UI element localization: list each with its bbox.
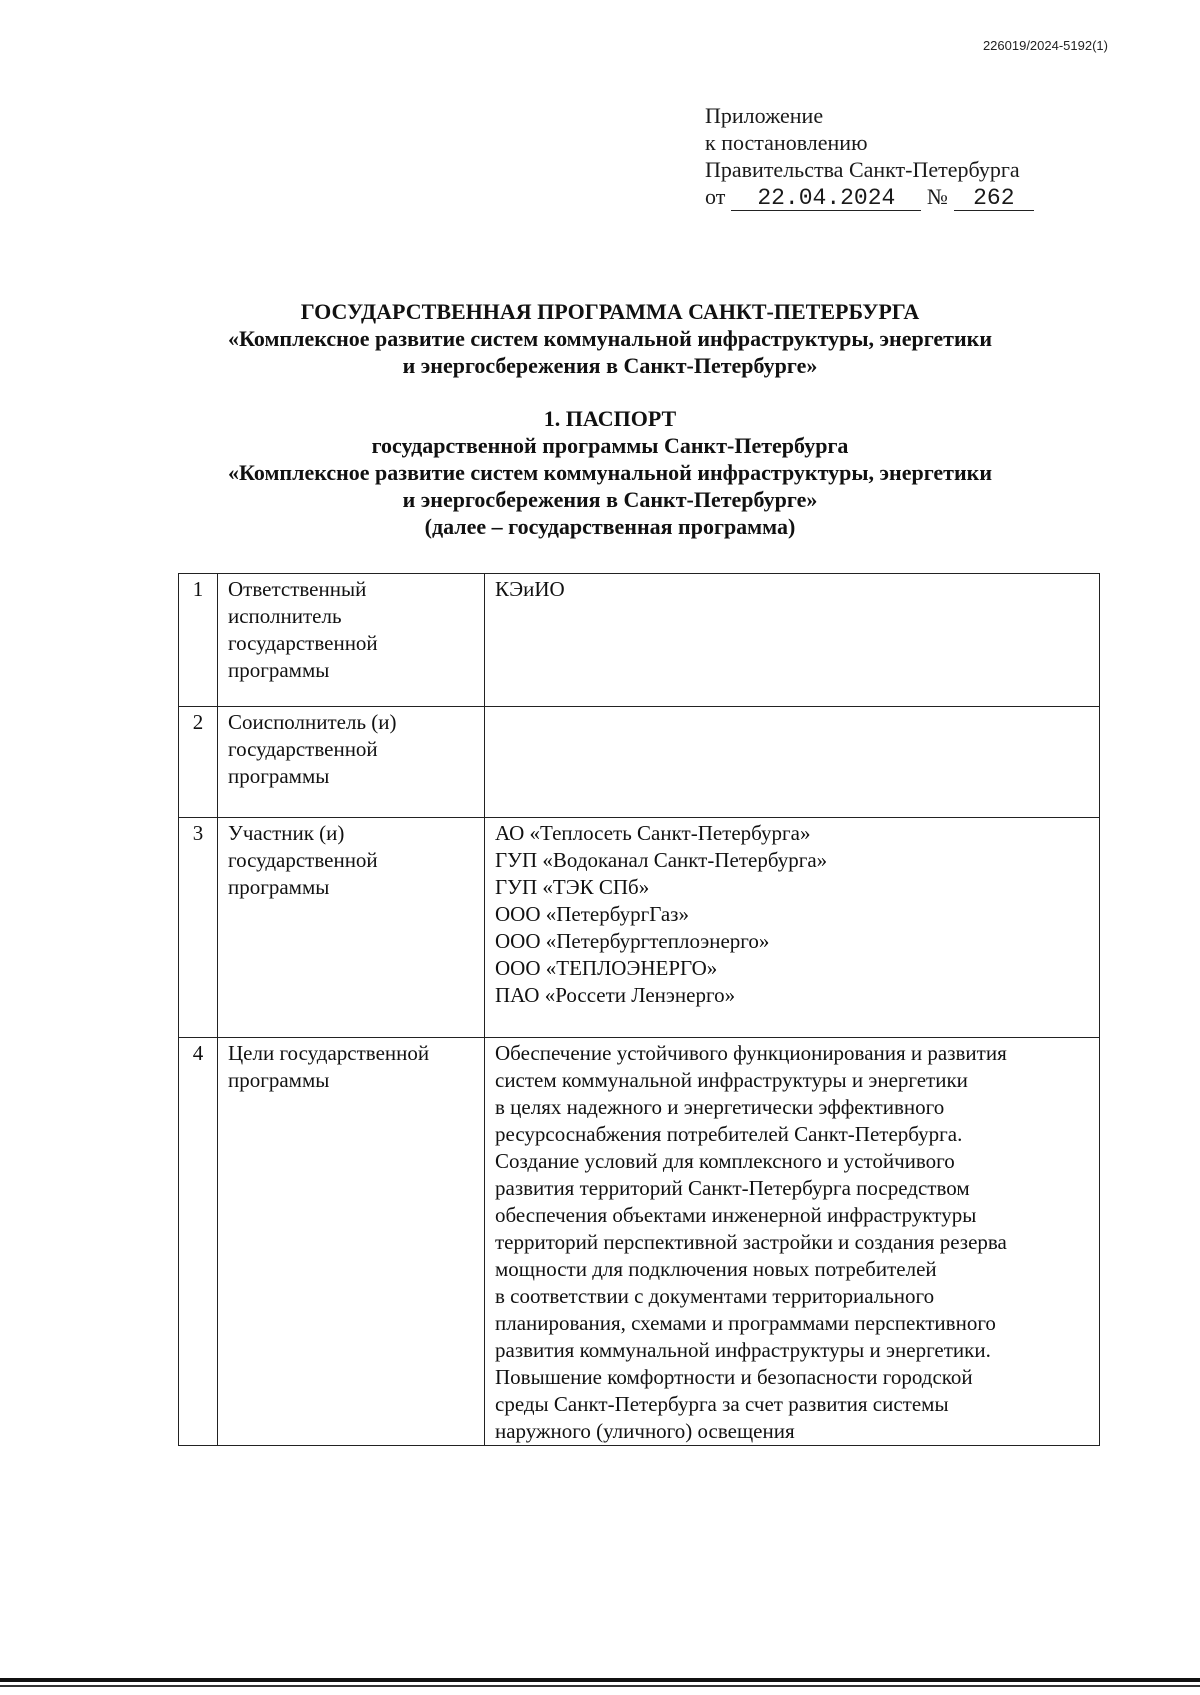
row-number: 2 [179, 707, 218, 818]
passport-title-line-4: и энергосбережения в Санкт-Петербурге» [402, 487, 818, 512]
row-value [485, 707, 1100, 818]
participant-item: ООО «Петербургтеплоэнерго» [495, 929, 770, 953]
participant-item: ООО «ТЕПЛОЭНЕРГО» [495, 956, 718, 980]
row-number: 1 [179, 574, 218, 707]
appendix-line-1: Приложение [705, 103, 824, 128]
participant-item: ПАО «Россети Ленэнерго» [495, 983, 736, 1007]
table-row [179, 1038, 1100, 1446]
passport-title-line-2: государственной программы Санкт-Петербурга [371, 433, 849, 458]
appendix-from-label: от [705, 184, 726, 209]
passport-title [160, 405, 1060, 540]
table-row [179, 707, 1100, 818]
passport-table [178, 573, 1100, 1446]
program-title-line-1: ГОСУДАРСТВЕННАЯ ПРОГРАММА САНКТ-ПЕТЕРБУРГА [300, 299, 920, 324]
table-row [179, 818, 1100, 1038]
appendix-date: 22.04.2024 [731, 186, 921, 211]
program-title-line-2: «Комплексное развитие систем коммунальной инфраструктуры, энергетики [228, 326, 992, 351]
row-value: КЭиИО [485, 574, 1100, 707]
scan-edge-line [0, 1685, 1200, 1687]
appendix-line-2: к постановлению [705, 130, 868, 155]
appendix-number-label: № [926, 184, 948, 209]
row-number: 4 [179, 1038, 218, 1446]
passport-title-line-1: 1. ПАСПОРТ [543, 406, 677, 431]
row-label: Цели государственной программы [218, 1038, 485, 1446]
row-number: 3 [179, 818, 218, 1038]
row-label: Соисполнитель (и) государственной программы [218, 707, 485, 818]
appendix-date-line [705, 183, 1034, 211]
appendix-block [705, 102, 1034, 211]
scan-edge-line [0, 1678, 1200, 1682]
passport-title-line-5: (далее – государственная программа) [424, 514, 796, 539]
program-title [160, 298, 1060, 379]
row-label: Ответственный исполнитель государственной программы [218, 574, 485, 707]
participant-item: АО «Теплосеть Санкт-Петербурга» [495, 821, 811, 845]
participant-item: ГУП «ТЭК СПб» [495, 875, 650, 899]
participant-item: ГУП «Водоканал Санкт-Петербурга» [495, 848, 828, 872]
row-value: Обеспечение устойчивого функционирования и развития систем коммунальной инфраструктуры и энергетики в целях надежного и энергетически эффективного ресурсоснабжения потребителей Санкт-Петербурга. Создание условий для комплексного и устойчивого развития территорий Санкт-Петербурга посредством обеспечения объектами инженерной инфраструктуры территорий перспективной застройки и создания резерва мощности для подключения новых потребителей в соответствии с документами территориального планирования, схемами и программами перспективного развития коммунальной инфраструктуры и энергетики. Повышение комфортности и безопасности городской среды Санкт-Петербурга за счет развития системы наружного (уличного) освещения [485, 1038, 1100, 1446]
passport-title-line-3: «Комплексное развитие систем коммунальной инфраструктуры, энергетики [228, 460, 992, 485]
table-row [179, 574, 1100, 707]
row-value-list [485, 818, 1100, 1038]
document-registration-number: 226019/2024-5192(1) [982, 38, 1108, 53]
appendix-number: 262 [954, 186, 1034, 211]
program-title-line-3: и энергосбережения в Санкт-Петербурге» [402, 353, 818, 378]
appendix-line-3: Правительства Санкт-Петербурга [705, 157, 1020, 182]
participant-item: ООО «ПетербургГаз» [495, 902, 689, 926]
row-label: Участник (и) государственной программы [218, 818, 485, 1038]
